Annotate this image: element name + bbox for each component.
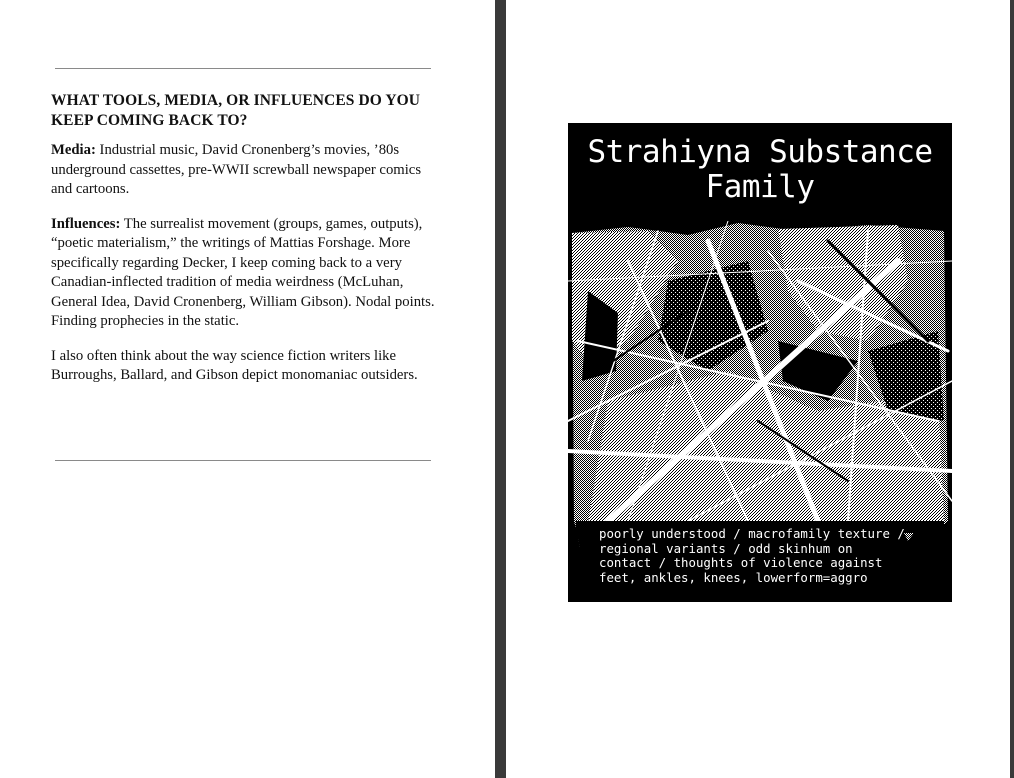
- dithered-artwork: [568, 221, 952, 561]
- card-title-line-2: Family: [705, 169, 815, 205]
- influences-label: Influences:: [51, 215, 121, 232]
- top-rule: [55, 68, 431, 69]
- media-paragraph: [51, 141, 436, 200]
- interview-section: [51, 91, 436, 401]
- question-heading: WHAT TOOLS, MEDIA, OR INFLUENCES DO YOU KEEP COMING BACK TO?: [51, 92, 421, 129]
- closing-paragraph: I also often think about the way science fiction writers like Burroughs, Ballard, and Gibson depict monomaniac outsiders.: [51, 347, 418, 383]
- page-gutter: [495, 0, 506, 778]
- page-edge: [1010, 0, 1014, 778]
- influences-text: The surrealist movement (groups, games, outputs), “poetic materialism,” the writings of Mattias Forshage. More specifically regarding Decker, I keep coming back to a very Canadian-inflected tradition of media weirdness (McLuhan, General Idea, David Cronenberg, William Gibson). Nodal points. Finding prophecies in the static.: [51, 215, 435, 329]
- media-label: Media:: [51, 142, 96, 158]
- media-text: Industrial music, David Cronenberg’s movies, ’80s underground cassettes, pre-WWII screwball newspaper comics and cartoons.: [51, 142, 422, 197]
- bottom-rule: [55, 460, 431, 461]
- creature-card-illustration: [568, 123, 952, 602]
- card-title: [568, 135, 952, 205]
- card-caption: poorly understood / macrofamily texture / regional variants / odd skinhum on contact / thoughts of violence against feet, ankles, knees, lowerform=aggro: [599, 526, 905, 585]
- card-title-line-1: Strahiyna Substance: [587, 134, 933, 170]
- influences-paragraph: [51, 215, 436, 332]
